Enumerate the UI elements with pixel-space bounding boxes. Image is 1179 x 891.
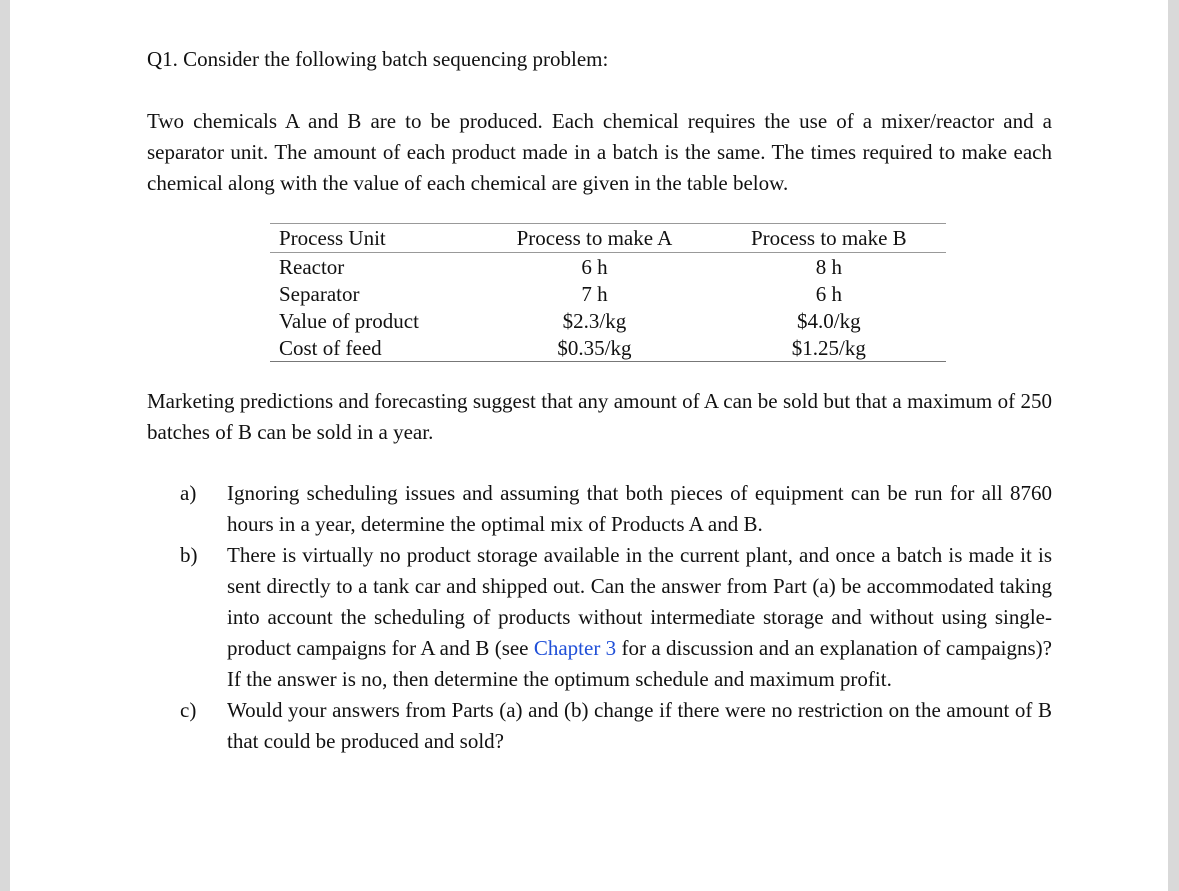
chapter-3-link[interactable]: Chapter 3 [533,636,617,660]
cell-a: 7 h [581,281,608,306]
part-a [180,478,1052,540]
document-page [10,0,1168,891]
header-process-b: Process to make B [712,224,946,253]
cell-a: 6 h [581,254,608,279]
question-title: Q1. Consider the following batch sequencing problem: [147,47,609,71]
cell-unit: Reactor [279,254,345,279]
cell-unit: Separator [279,281,360,306]
question-intro: Two chemicals A and B are to be produced. Each chemical requires the use of a mixer/reactor and a separator unit. The amount of each product made in a batch is the same. The times required to make each chemical along with the value of each chemical are given in the table below. [147,109,1052,195]
header-process-a: Process to make A [477,224,711,253]
part-c [180,695,1052,757]
part-a-text: Ignoring scheduling issues and assuming that both pieces of equipment can be run for all 8760 hours in a year, determine the optimal mix of Products A and B. [227,481,1052,536]
part-b-text-after: for a discussion and an explanation of campaigns)? If the answer is no, then determine the optimum schedule and maximum profit. [227,636,1052,691]
cell-b: $1.25/kg [712,334,946,362]
cell-b: 6 h [815,281,842,306]
process-table [270,223,946,362]
table-row [270,280,946,307]
part-c-letter: c) [180,698,197,722]
cell-unit: Value of product [279,308,419,333]
part-c-text: Would your answers from Parts (a) and (b) change if there were no restriction on the amount of B that could be produced and sold? [227,698,1052,753]
part-b [180,540,1052,695]
question-parts-list [147,478,1052,757]
cell-b: $4.0/kg [797,308,861,333]
table-header-row [270,224,946,253]
part-b-text-before: There is virtually no product storage available in the current plant, and once a batch is made it is sent directly to a tank car and shipped out. Can the answer from Part (a) be accommodated taking into account the scheduling of products without intermediate storage and without using single-product campaigns for A and B (see [227,543,1052,660]
table-row [270,253,946,281]
header-process-unit: Process Unit [270,224,477,253]
table-row [270,307,946,334]
marketing-paragraph: Marketing predictions and forecasting suggest that any amount of A can be sold but that a maximum of 250 batches of B can be sold in a year. [147,389,1052,444]
cell-a: $0.35/kg [477,334,711,362]
document-content [147,44,1052,757]
cell-unit: Cost of feed [270,334,477,362]
cell-b: 8 h [815,254,842,279]
part-a-letter: a) [180,481,197,505]
cell-a: $2.3/kg [562,308,627,333]
table-row [270,334,946,362]
part-b-letter: b) [180,543,198,567]
